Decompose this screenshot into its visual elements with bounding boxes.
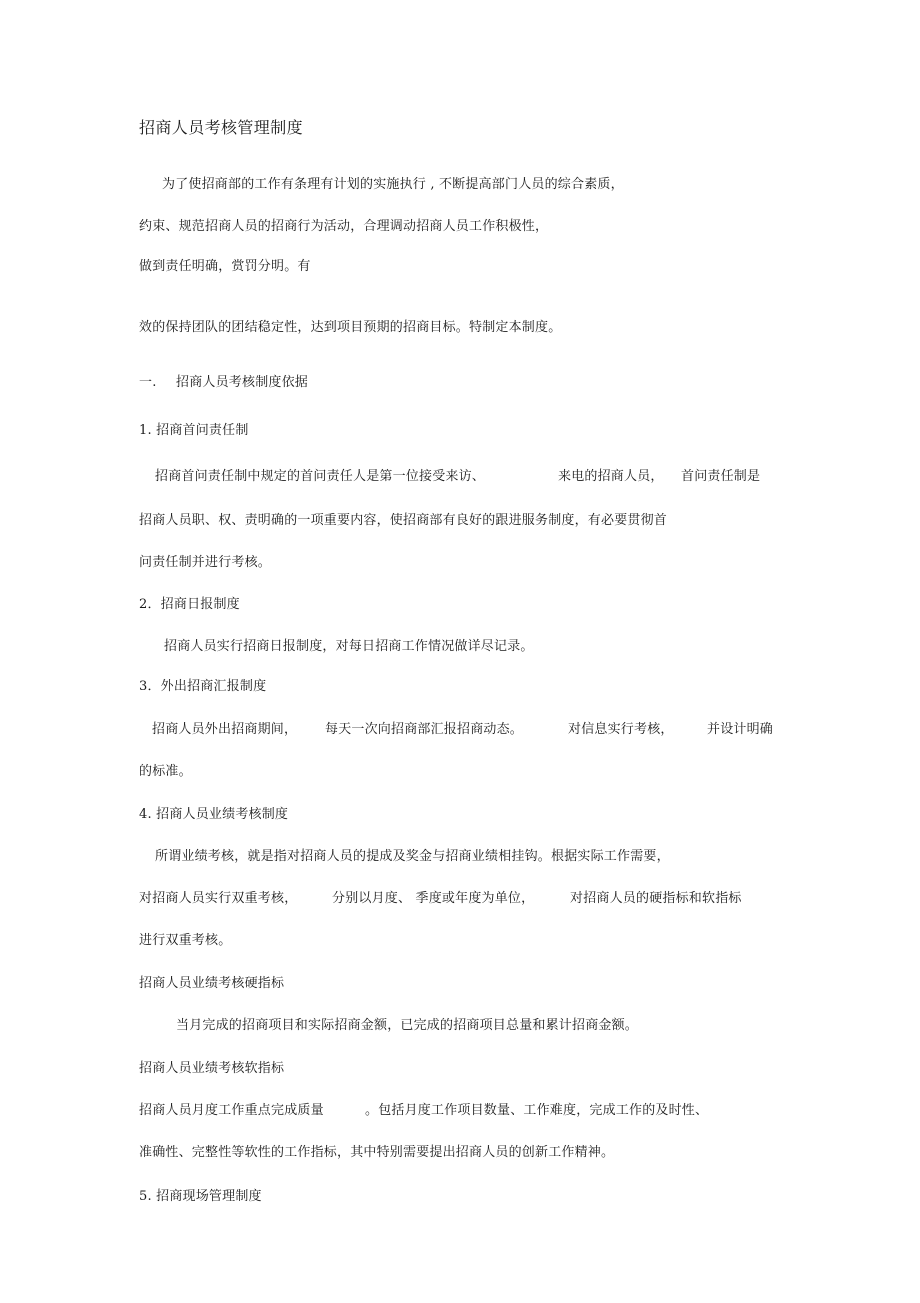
hard-indicator-text: 当月完成的招商项目和实际招商金额，已完成的招商项目总量和累计招商金额。 [176,1018,639,1033]
item-2-heading: 2．招商日报制度 [139,597,240,612]
item-4-text-line-3: 进行双重考核。 [139,933,232,948]
item-1-text-c: 首问责任制是 [681,469,761,484]
intro-line-4: 效的保持团队的团结稳定性，达到项目预期的招商目标。特制定本制度。 [139,320,562,335]
item-4-text-line-2-c: 对招商人员的硬指标和软指标 [570,891,742,906]
soft-indicator-heading: 招商人员业绩考核软指标 [139,1061,285,1076]
soft-indicator-text-line-2: 准确性、完整性等软性的工作指标，其中特别需要提出招商人员的创新工作精神。 [139,1145,615,1160]
item-3-text-d: 并设计明确 [707,722,774,737]
item-1-text-a: 招商首问责任制中规定的首问责任人是第一位接受来访、 [155,469,486,484]
hard-indicator-heading: 招商人员业绩考核硬指标 [139,976,285,991]
intro-line-1: 为了使招商部的工作有条理有计划的实施执行 , 不断提高部门人员的综合素质， [162,177,624,192]
item-1-text-line-3: 问责任制并进行考核。 [139,555,272,570]
soft-indicator-text-a: 招商人员月度工作重点完成质量 [139,1103,324,1118]
page-title: 招商人员考核管理制度 [139,118,304,137]
item-3-text-c: 对信息实行考核， [568,722,674,737]
item-3-text-b: 每天一次向招商部汇报招商动态。 [325,722,524,737]
item-1-text-b: 来电的招商人员， [558,469,664,484]
item-2-text: 招商人员实行招商日报制度，对每日招商工作情况做详尽记录。 [164,639,534,654]
item-3-heading: 3．外出招商汇报制度 [139,679,267,694]
item-3-text-a: 招商人员外出招商期间， [152,722,298,737]
item-4-heading: 4. 招商人员业绩考核制度 [139,807,289,822]
section-heading: 招商人员考核制度依据 [176,375,309,390]
item-1-heading: 1. 招商首问责任制 [139,423,249,438]
item-3-text-line-2: 的标准。 [139,764,192,779]
intro-line-3: 做到责任明确，赏罚分明。有 [139,259,311,274]
soft-indicator-text-b: 。包括月度工作项目数量、工作难度，完成工作的及时性、 [365,1103,709,1118]
section-heading-number: 一. [139,375,157,390]
item-4-text-line-2-a: 对招商人员实行双重考核， [139,891,298,906]
intro-line-2: 约束、规范招商人员的招商行为活动，合理调动招商人员工作积极性， [139,219,549,234]
item-4-text-line-2-b: 分别以月度、 季度或年度为单位， [332,891,535,906]
item-5-heading: 5. 招商现场管理制度 [139,1189,262,1204]
item-1-text-line-2: 招商人员职、权、责明确的一项重要内容，使招商部有良好的跟进服务制度，有必要贯彻首 [139,513,668,528]
item-4-text-line-1: 所谓业绩考核，就是指对招商人员的提成及奖金与招商业绩相挂钩。根据实际工作需要， [155,849,670,864]
